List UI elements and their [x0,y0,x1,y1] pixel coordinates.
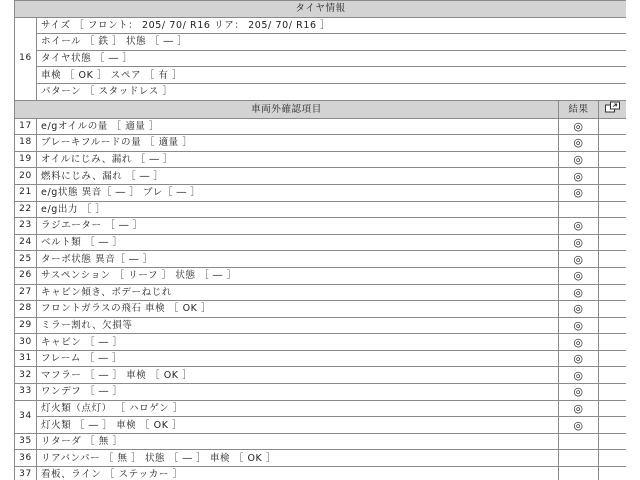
check-item-text: ターボ状態 異音［ ― ］ [37,251,559,268]
empty-cell [599,400,627,417]
check-item-text: e/g状態 異音［ ― ］ ブレ［ ― ］ [37,184,559,201]
check-item-row [15,284,627,301]
exterior-header-row [15,100,627,118]
row-number: 27 [15,284,37,301]
row-number: 16 [15,17,37,100]
empty-cell [599,118,627,135]
result-mark: ◎ [559,184,599,201]
check-item-text: e/g出力 ［ ］ [37,201,559,218]
check-item-row [15,151,627,168]
empty-cell [599,433,627,450]
empty-cell [599,384,627,401]
row-number: 28 [15,301,37,318]
empty-cell [599,334,627,351]
tire-info-header: タイヤ情報 [15,1,627,18]
result-mark [559,450,599,467]
check-item-row [15,317,627,334]
check-item-row [15,433,627,450]
tire-condition: タイヤ状態 ［ ― ］ [37,50,627,67]
empty-cell [599,350,627,367]
row-number: 18 [15,135,37,152]
result-mark: ◎ [559,417,599,434]
result-mark: ◎ [559,267,599,284]
edit-icon[interactable] [599,100,627,118]
empty-cell [599,151,627,168]
check-item-text: ミラー割れ、欠損等 [37,317,559,334]
check-item-text: サスペンション ［ リーフ ］ 状態 ［ ― ］ [37,267,559,284]
empty-cell [599,218,627,235]
inspection-table [14,0,626,480]
row-number: 22 [15,201,37,218]
check-item-text: e/gオイルの量 ［ 適量 ］ [37,118,559,135]
inspection-sheet [14,0,626,480]
row-number: 35 [15,433,37,450]
row-number: 26 [15,267,37,284]
result-mark: ◎ [559,251,599,268]
result-mark: ◎ [559,168,599,185]
check-item-row [15,168,627,185]
check-item-row [15,334,627,351]
tire-row [15,17,627,34]
result-mark: ◎ [559,350,599,367]
row-number: 32 [15,367,37,384]
empty-cell [599,234,627,251]
check-item-text: 灯火類 ［ ― ］ 車検 ［ OK ］ [37,417,559,434]
row-number: 34 [15,400,37,433]
exterior-check-header: 車両外確認項目 [15,100,559,118]
check-item-text: ブレーキフルードの量 ［ 適量 ］ [37,135,559,152]
check-item-text: オイルにじみ、漏れ ［ ― ］ [37,151,559,168]
check-item-text: 看板、ライン ［ ステッカー ］ [37,467,559,480]
check-item-row [15,218,627,235]
empty-cell [599,284,627,301]
check-item-text: キャビン ［ ― ］ [37,334,559,351]
row-number: 20 [15,168,37,185]
empty-cell [599,450,627,467]
check-item-text: フロントガラスの飛石 車検 ［ OK ］ [37,301,559,318]
check-item-row [15,384,627,401]
row-number: 23 [15,218,37,235]
empty-cell [599,467,627,480]
tire-inspection-spare: 車検 ［ OK ］ スペア ［ 有 ］ [37,67,627,84]
empty-cell [599,168,627,185]
result-mark: ◎ [559,151,599,168]
result-mark [559,201,599,218]
check-item-text: リアバンパー ［ 無 ］ 状態 ［ ― ］ 車検 ［ OK ］ [37,450,559,467]
check-item-row [15,201,627,218]
empty-cell [599,135,627,152]
tire-wheel: ホイール ［ 鉄 ］ 状態 ［ ― ］ [37,34,627,51]
result-mark [559,467,599,480]
check-item-row [15,467,627,480]
check-item-row [15,234,627,251]
check-item-row [15,135,627,152]
row-number: 19 [15,151,37,168]
result-mark: ◎ [559,317,599,334]
check-item-row [15,350,627,367]
empty-cell [599,184,627,201]
result-mark: ◎ [559,118,599,135]
check-item-row [15,400,627,417]
empty-cell [599,267,627,284]
empty-cell [599,367,627,384]
check-item-text: フレーム ［ ― ］ [37,350,559,367]
row-number: 36 [15,450,37,467]
tire-size: サイズ ［ フロント： 205/ 70/ R16 リア： 205/ 70/ R16 ］ [37,17,627,34]
row-number: 30 [15,334,37,351]
empty-cell [599,251,627,268]
check-item-text: ベルト類 ［ ― ］ [37,234,559,251]
result-mark: ◎ [559,234,599,251]
row-number: 25 [15,251,37,268]
row-number: 31 [15,350,37,367]
tire-info-header-row [15,1,627,18]
check-item-text: 燃料にじみ、漏れ ［ ― ］ [37,168,559,185]
row-number: 37 [15,467,37,480]
tire-row [15,83,627,100]
check-item-row [15,251,627,268]
check-item-row [15,184,627,201]
row-number: 17 [15,118,37,135]
row-number: 21 [15,184,37,201]
check-item-text: キャビン傾き、ボデーねじれ [37,284,559,301]
result-mark: ◎ [559,135,599,152]
result-mark: ◎ [559,384,599,401]
tire-row [15,50,627,67]
result-column-header: 結果 [559,100,599,118]
check-item-row [15,267,627,284]
empty-cell [599,317,627,334]
row-number: 33 [15,384,37,401]
result-mark: ◎ [559,301,599,318]
check-item-row [15,417,627,434]
check-item-text: マフラー ［ ― ］ 車検 ［ OK ］ [37,367,559,384]
result-mark: ◎ [559,367,599,384]
check-item-text: ラジエーター ［ ― ］ [37,218,559,235]
empty-cell [599,417,627,434]
check-item-text: リターダ ［ 無 ］ [37,433,559,450]
check-item-row [15,301,627,318]
empty-cell [599,201,627,218]
result-mark: ◎ [559,284,599,301]
tire-row [15,67,627,84]
edit-icon-graphic [604,101,622,113]
row-number: 29 [15,317,37,334]
tire-pattern: パターン ［ スタッドレス ］ [37,83,627,100]
empty-cell [599,301,627,318]
check-item-row [15,450,627,467]
result-mark [559,433,599,450]
check-item-text: ワンデフ ［ ― ］ [37,384,559,401]
result-mark: ◎ [559,400,599,417]
row-number: 24 [15,234,37,251]
check-item-row [15,118,627,135]
check-item-row [15,367,627,384]
check-item-text: 灯火類（点灯） ［ ハロゲン ］ [37,400,559,417]
result-mark: ◎ [559,334,599,351]
result-mark: ◎ [559,218,599,235]
tire-row [15,34,627,51]
